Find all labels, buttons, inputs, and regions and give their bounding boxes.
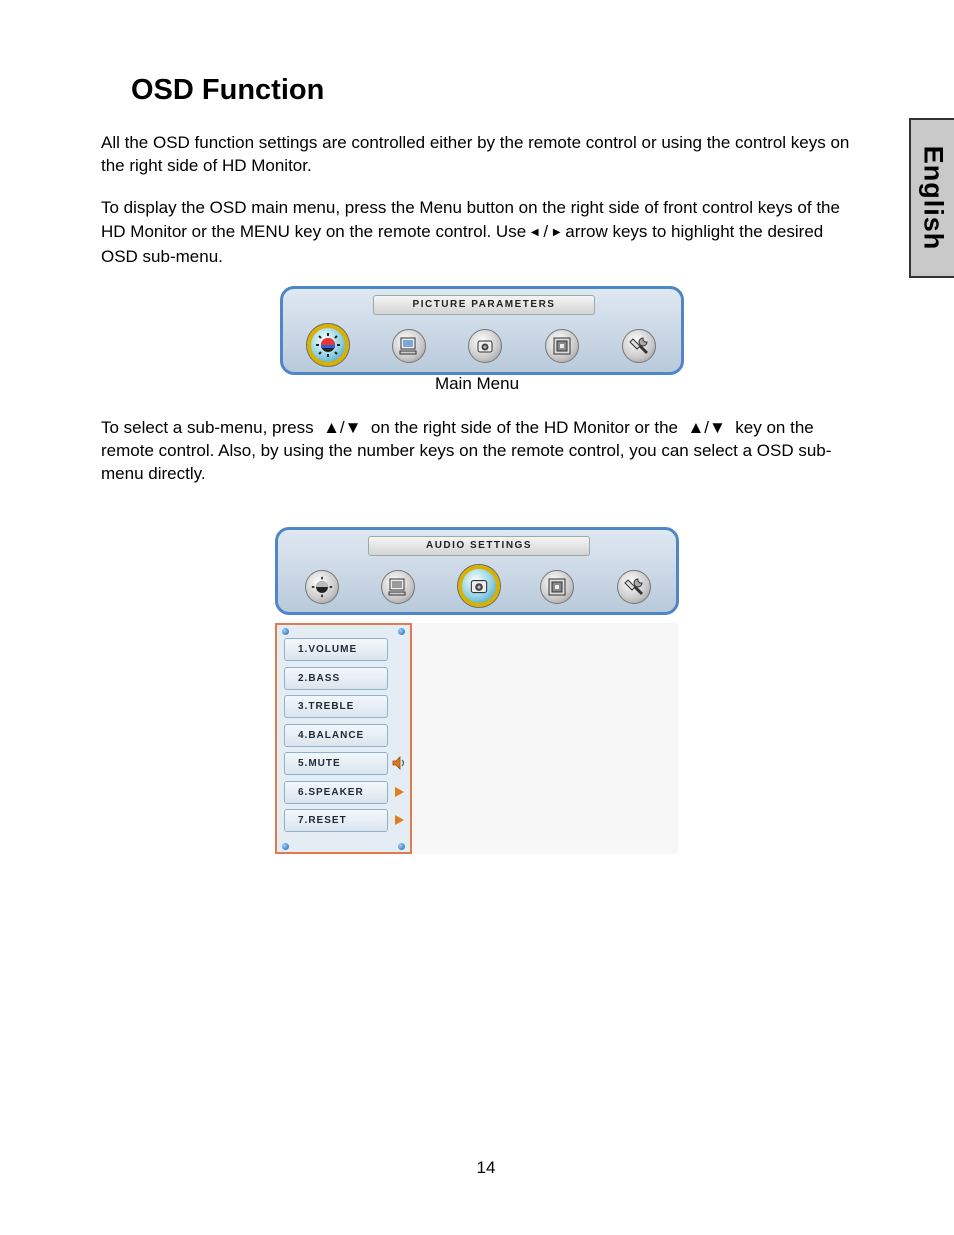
submenu-item-reset[interactable]: 7.RESET bbox=[284, 809, 388, 832]
up-down-symbol-1: ▲/▼ bbox=[323, 418, 362, 437]
corner-dot-icon bbox=[282, 628, 289, 635]
left-arrow-symbol: ◀ bbox=[530, 227, 539, 238]
display-menu-text-b: arrow keys to highlight the desired OSD sub-menu. bbox=[101, 222, 824, 266]
up-down-symbol-2: ▲/▼ bbox=[687, 418, 726, 437]
intro-paragraph: All the OSD function settings are controlled either by the remote control or using the control keys on the right side of HD Monitor. bbox=[101, 133, 850, 175]
window-icon[interactable] bbox=[540, 570, 574, 604]
submenu-item-treble[interactable]: 3.TREBLE bbox=[284, 695, 388, 718]
right-arrow-symbol: ▶ bbox=[552, 227, 561, 238]
main-menu-caption: Main Menu bbox=[434, 374, 520, 393]
speaker-mute-icon bbox=[392, 756, 406, 770]
speaker-arrow-icon bbox=[395, 787, 404, 797]
audio-menu-bar bbox=[275, 527, 679, 615]
computer-icon[interactable] bbox=[392, 329, 426, 363]
main-menu-label: PICTURE PARAMETERS bbox=[373, 295, 595, 315]
submenu-item-balance[interactable]: 4.BALANCE bbox=[284, 724, 388, 747]
submenu-item-bass[interactable]: 2.BASS bbox=[284, 667, 388, 690]
audio-submenu bbox=[275, 623, 412, 854]
submenu-item-speaker[interactable]: 6.SPEAKER bbox=[284, 781, 388, 804]
submenu-text-a: To select a sub-menu, press bbox=[101, 418, 314, 437]
computer-icon[interactable] bbox=[381, 570, 415, 604]
submenu-text-b: on the right side of the HD Monitor or the bbox=[370, 418, 678, 437]
tools-icon[interactable] bbox=[622, 329, 656, 363]
audio-icon[interactable] bbox=[458, 565, 500, 607]
corner-dot-icon bbox=[282, 843, 289, 850]
submenu-text-c: key on the remote control. Also, by using the number keys on the remote control, you can select a OSD sub-menu directly. bbox=[101, 418, 832, 483]
audio-menu-label: AUDIO SETTINGS bbox=[368, 536, 590, 556]
submenu-item-volume[interactable]: 1.VOLUME bbox=[284, 638, 388, 661]
corner-dot-icon bbox=[398, 628, 405, 635]
display-menu-text-a: To display the OSD main menu, press the Menu button on the right side of front control keys of the HD Monitor or the MENU key on the remote control. Use bbox=[101, 198, 840, 241]
arrow-separator: / bbox=[543, 222, 549, 241]
language-tab bbox=[909, 118, 954, 278]
audio-icon[interactable] bbox=[468, 329, 502, 363]
language-tab-label: English bbox=[918, 145, 948, 251]
reset-arrow-icon bbox=[395, 815, 404, 825]
submenu-item-mute[interactable]: 5.MUTE bbox=[284, 752, 388, 775]
page-number: 14 bbox=[476, 1158, 496, 1177]
window-icon[interactable] bbox=[545, 329, 579, 363]
main-menu-bar bbox=[280, 286, 684, 375]
submenu-background bbox=[412, 623, 678, 854]
picture-icon[interactable] bbox=[307, 324, 349, 366]
corner-dot-icon bbox=[398, 843, 405, 850]
tools-icon[interactable] bbox=[617, 570, 651, 604]
submenu-paragraph bbox=[101, 416, 861, 485]
picture-icon[interactable] bbox=[305, 570, 339, 604]
display-menu-paragraph bbox=[101, 196, 861, 269]
page-title: OSD Function bbox=[131, 74, 325, 106]
